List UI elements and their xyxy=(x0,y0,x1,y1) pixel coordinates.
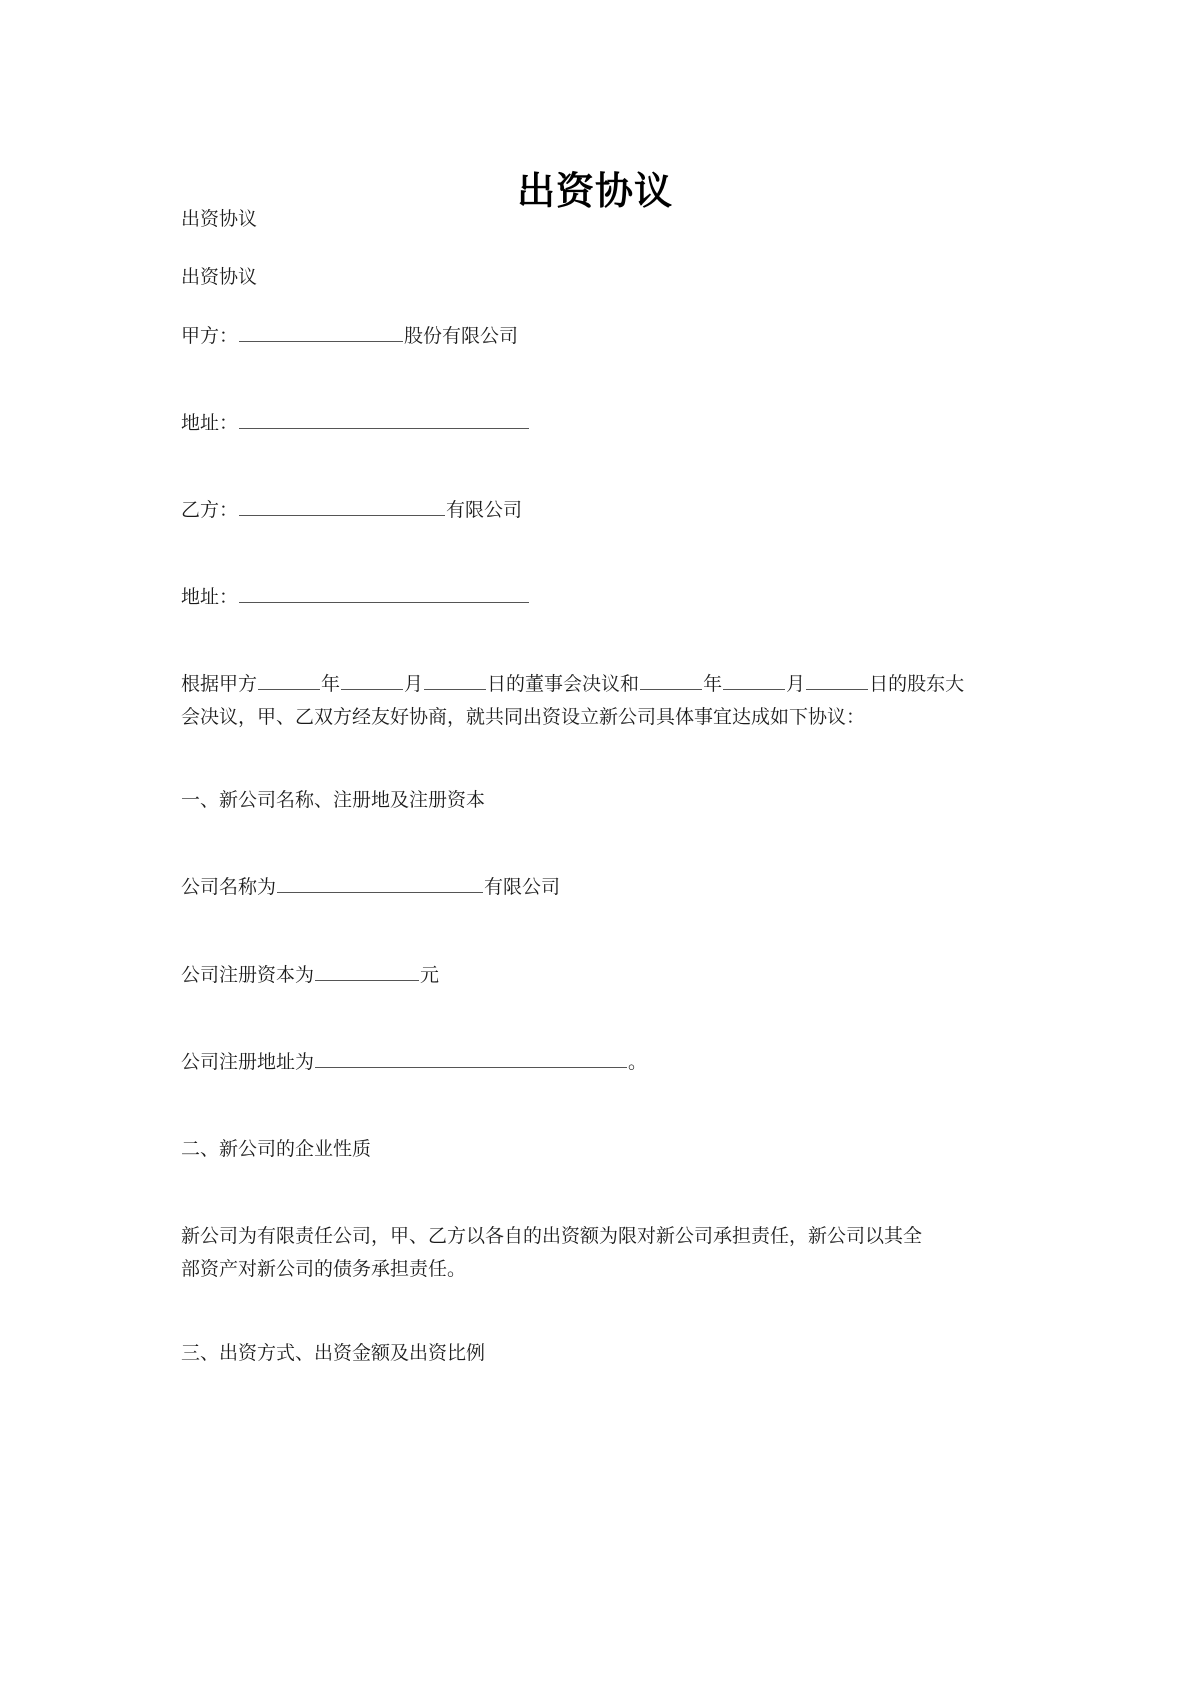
registered-capital-label: 公司注册资本为 xyxy=(181,964,315,986)
section-2-body-line-2: 部资产对新公司的债务承担责任。 xyxy=(181,1258,467,1280)
year-label: 年 xyxy=(321,673,341,695)
board-month-blank[interactable] xyxy=(341,669,403,690)
address-b-label: 地址： xyxy=(181,586,239,608)
currency-unit: 元 xyxy=(420,964,440,986)
section-1-heading: 一、新公司名称、注册地及注册资本 xyxy=(181,789,486,811)
address-b-line xyxy=(181,581,530,614)
party-a-name-blank[interactable] xyxy=(239,321,403,342)
board-resolution-text: 日的董事会决议和 xyxy=(487,673,640,695)
shareholder-day-blank[interactable] xyxy=(806,669,868,690)
party-b-suffix: 有限公司 xyxy=(446,499,523,521)
company-name-line xyxy=(181,871,560,904)
preamble-line-2: 会决议，甲、乙双方经友好协商，就共同出资设立新公司具体事宜达成如下协议： xyxy=(181,706,866,728)
preamble-line-1 xyxy=(181,668,964,701)
company-name-blank[interactable] xyxy=(277,872,483,893)
board-day-blank[interactable] xyxy=(424,669,486,690)
registered-address-blank[interactable] xyxy=(315,1047,627,1068)
company-name-suffix: 有限公司 xyxy=(484,876,561,898)
section-2-body-line-1: 新公司为有限责任公司，甲、乙方以各自的出资额为限对新公司承担责任，新公司以其全 xyxy=(181,1225,923,1247)
month-label: 月 xyxy=(786,673,806,695)
party-b-label: 乙方： xyxy=(181,499,239,521)
registered-capital-blank[interactable] xyxy=(315,960,419,981)
year-label: 年 xyxy=(703,673,723,695)
shareholder-resolution-text: 日的股东大 xyxy=(869,673,965,695)
company-name-label: 公司名称为 xyxy=(181,876,277,898)
period: 。 xyxy=(628,1051,648,1073)
party-a-line xyxy=(181,320,518,353)
address-a-line xyxy=(181,407,530,440)
subtitle-line: 出资协议 xyxy=(181,208,258,230)
section-2-heading: 二、新公司的企业性质 xyxy=(181,1138,372,1160)
preamble-prefix: 根据甲方 xyxy=(181,673,258,695)
registered-capital-line xyxy=(181,959,439,992)
address-b-blank[interactable] xyxy=(239,582,529,603)
month-label: 月 xyxy=(404,673,424,695)
document-title: 出资协议 xyxy=(516,168,673,213)
address-a-label: 地址： xyxy=(181,412,239,434)
subtitle-line: 出资协议 xyxy=(181,266,258,288)
party-b-name-blank[interactable] xyxy=(239,495,445,516)
address-a-blank[interactable] xyxy=(239,408,529,429)
party-a-suffix: 股份有限公司 xyxy=(404,325,519,347)
party-b-line xyxy=(181,494,522,527)
shareholder-year-blank[interactable] xyxy=(640,669,702,690)
section-3-heading: 三、出资方式、出资金额及出资比例 xyxy=(181,1342,486,1364)
registered-address-label: 公司注册地址为 xyxy=(181,1051,315,1073)
board-year-blank[interactable] xyxy=(258,669,320,690)
registered-address-line xyxy=(181,1046,647,1079)
party-a-label: 甲方： xyxy=(181,325,239,347)
shareholder-month-blank[interactable] xyxy=(723,669,785,690)
